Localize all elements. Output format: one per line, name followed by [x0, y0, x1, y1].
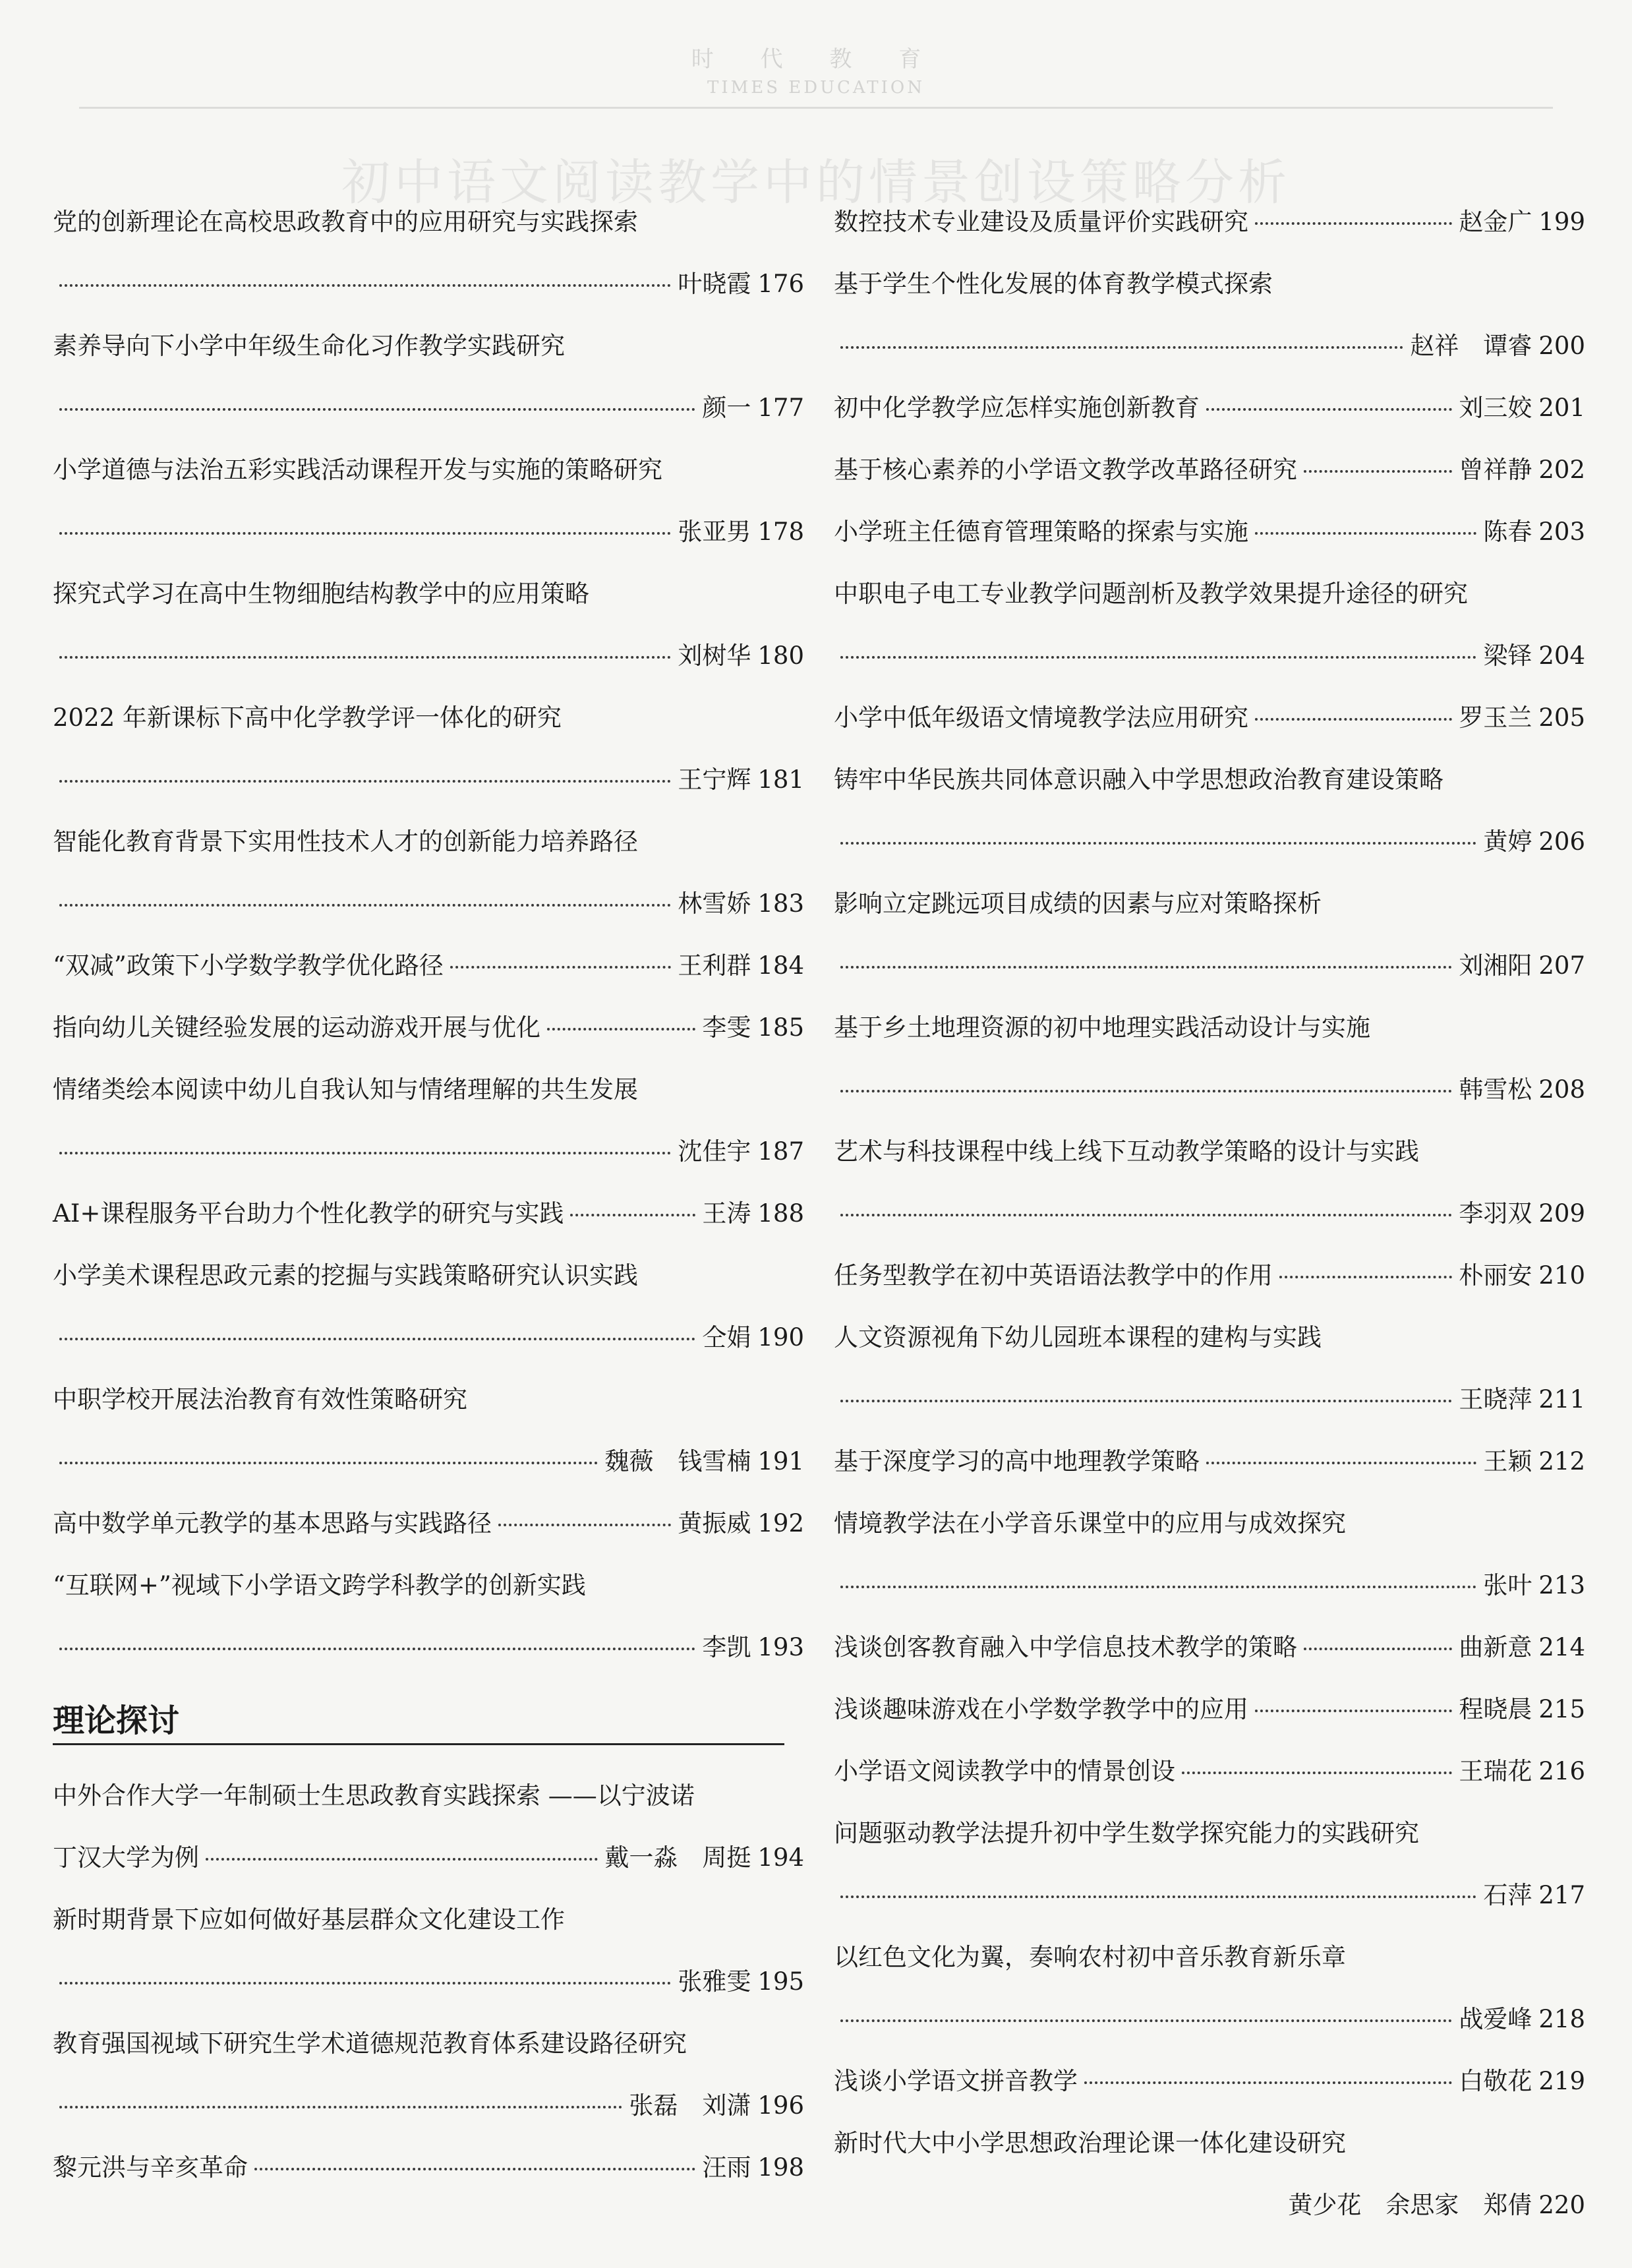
dot-leader	[1255, 718, 1452, 721]
entry-author: 黄振威	[678, 1509, 751, 1537]
entry-title: 情境教学法在小学音乐课堂中的应用与成效探究	[834, 1509, 1346, 1537]
entry-page: 207	[1538, 951, 1585, 980]
toc-entry[interactable]	[53, 1385, 804, 1477]
entry-author: 黄少花 余思家 郑倩	[1288, 2191, 1532, 2219]
entry-page: 187	[757, 1137, 804, 1166]
toc-entry[interactable]	[834, 889, 1585, 981]
entry-author: 朴丽安	[1459, 1261, 1532, 1290]
entry-page: 220	[1538, 2191, 1585, 2219]
dot-leader	[59, 904, 671, 907]
entry-title: 基于深度学习的高中地理教学策略	[834, 1447, 1200, 1476]
entry-title: 小学班主任德育管理策略的探索与实施	[834, 518, 1248, 546]
section-heading	[53, 1701, 804, 1745]
entry-page: 185	[757, 1013, 804, 1042]
entry-author: 戴一淼 周挺	[604, 1843, 751, 1872]
toc-list-left	[53, 207, 804, 1663]
entry-title: 浅谈创客教育融入中学信息技术教学的策略	[834, 1633, 1297, 1661]
toc-entry[interactable]	[834, 1261, 1585, 1291]
entry-author: 张叶	[1483, 1571, 1532, 1599]
entry-page: 211	[1538, 1385, 1585, 1414]
toc-entry[interactable]	[53, 827, 804, 919]
entry-title: 中职电子电工专业教学问题剖析及教学效果提升途径的研究	[834, 580, 1468, 608]
dot-leader	[1255, 532, 1476, 535]
toc-entry[interactable]	[53, 1261, 804, 1353]
entry-page: 178	[757, 518, 804, 546]
dot-leader	[840, 1895, 1476, 1898]
dot-leader	[59, 2106, 622, 2108]
entry-author: 刘三姣	[1459, 394, 1532, 422]
entry-author: 李凯	[702, 1633, 751, 1661]
entry-page: 196	[757, 2091, 804, 2120]
entry-page: 194	[757, 1843, 804, 1872]
entry-page: 209	[1538, 1199, 1585, 1228]
toc-list-left-section	[53, 1781, 804, 2183]
entry-author: 叶晓霞	[678, 270, 751, 298]
toc-entry[interactable]	[834, 765, 1585, 857]
entry-title: 影响立定跳远项目成绩的因素与应对策略探析	[834, 889, 1322, 918]
entry-page: 208	[1538, 1075, 1585, 1104]
entry-author: 张磊 刘潇	[629, 2091, 751, 2120]
entry-page: 176	[757, 270, 804, 298]
dot-leader	[1206, 408, 1452, 411]
entry-title: 素养导向下小学中年级生命化习作教学实践研究	[53, 332, 565, 360]
entry-title: 初中化学教学应怎样实施创新教育	[834, 394, 1200, 422]
section-title: 理论探讨	[53, 1701, 784, 1745]
entry-page: 191	[757, 1447, 804, 1476]
dot-leader	[1084, 2081, 1452, 2084]
entry-title: 铸牢中华民族共同体意识融入中学思想政治教育建设策略	[834, 765, 1443, 794]
toc-right-column	[834, 207, 1585, 2252]
entry-author: 赵祥 谭睿	[1410, 332, 1532, 360]
toc-entry[interactable]	[834, 579, 1585, 671]
toc-entry[interactable]	[834, 1694, 1585, 1725]
dot-leader	[59, 656, 671, 659]
entry-page: 192	[757, 1509, 804, 1537]
entry-page: 203	[1538, 518, 1585, 546]
toc-entry[interactable]	[834, 455, 1585, 485]
entry-title: 智能化教育背景下实用性技术人才的创新能力培养路径	[53, 827, 638, 856]
toc-entry[interactable]	[834, 1508, 1585, 1601]
entry-title: 小学中低年级语文情境教学法应用研究	[834, 703, 1248, 732]
entry-title: 新时代大中小学思想政治理论课一体化建设研究	[834, 2129, 1346, 2157]
entry-author: 王涛	[702, 1199, 751, 1228]
entry-title-continued: 丁汉大学为例	[53, 1843, 199, 1872]
entry-title: 2022 年新课标下高中化学教学评一体化的研究	[53, 703, 562, 732]
bleed-through-title: 初中语文阅读教学中的情景创设策略分析	[341, 154, 1291, 211]
dot-leader	[840, 1214, 1452, 1216]
entry-author: 战爱峰	[1459, 2005, 1532, 2033]
dot-leader	[840, 966, 1452, 969]
entry-page: 201	[1538, 394, 1585, 422]
entry-page: 199	[1538, 208, 1585, 236]
toc-left-column	[53, 207, 804, 2215]
toc-list-right	[834, 207, 1585, 2221]
entry-title: 基于核心素养的小学语文教学改革路径研究	[834, 456, 1297, 484]
entry-title: 指向幼儿关键经验发展的运动游戏开展与优化	[53, 1013, 540, 1042]
entry-title: 基于乡土地理资源的初中地理实践活动设计与实施	[834, 1013, 1370, 1042]
entry-author: 曲新意	[1459, 1633, 1532, 1661]
entry-page: 206	[1538, 827, 1585, 856]
toc-entry[interactable]	[834, 207, 1585, 237]
dot-leader	[547, 1028, 695, 1030]
entry-author: 赵金广	[1459, 208, 1532, 236]
entry-author: 王瑞花	[1459, 1757, 1532, 1785]
dot-leader	[840, 2019, 1452, 2022]
toc-entry[interactable]	[53, 1508, 804, 1539]
dot-leader	[1206, 1462, 1476, 1464]
dot-leader	[1279, 1276, 1452, 1278]
toc-entry[interactable]	[53, 579, 804, 671]
entry-title: 黎元洪与辛亥革命	[53, 2153, 248, 2182]
dot-leader	[840, 656, 1476, 659]
toc-entry[interactable]	[53, 2153, 804, 2183]
dot-leader	[840, 1400, 1452, 1402]
dot-leader	[1304, 470, 1452, 473]
entry-page: 212	[1538, 1447, 1585, 1476]
entry-title: 中外合作大学一年制硕士生思政教育实践探索 ——以宁波诺	[53, 1781, 695, 1810]
dot-leader	[59, 1648, 695, 1650]
entry-title: 数控技术专业建设及质量评价实践研究	[834, 208, 1248, 236]
entry-page: 180	[757, 642, 804, 670]
entry-author: 魏薇 钱雪楠	[604, 1447, 751, 1476]
entry-author: 王颖	[1483, 1447, 1532, 1476]
toc-entry[interactable]	[834, 393, 1585, 423]
entry-page: 200	[1538, 332, 1585, 360]
entry-author: 石萍	[1483, 1881, 1532, 1909]
entry-author: 王利群	[678, 951, 751, 980]
entry-page: 205	[1538, 703, 1585, 732]
dot-leader	[840, 346, 1403, 349]
dot-leader	[570, 1214, 695, 1216]
entry-title: 浅谈趣味游戏在小学数学教学中的应用	[834, 1695, 1248, 1723]
toc-entry[interactable]	[53, 1905, 804, 1997]
entry-author: 沈佳宇	[678, 1137, 751, 1166]
toc-entry[interactable]	[834, 1137, 1585, 1229]
toc-entry[interactable]	[834, 703, 1585, 733]
toc-entry[interactable]	[834, 517, 1585, 547]
entry-title: 浅谈小学语文拼音教学	[834, 2067, 1078, 2095]
dot-leader	[450, 966, 672, 969]
dot-leader	[59, 1338, 695, 1340]
entry-author: 程晓晨	[1459, 1695, 1532, 1723]
toc-entry[interactable]	[834, 1942, 1585, 2035]
entry-page: 215	[1538, 1695, 1585, 1723]
entry-page: 181	[757, 765, 804, 794]
entry-page: 214	[1538, 1633, 1585, 1661]
entry-page: 183	[757, 889, 804, 918]
toc-entry[interactable]	[53, 1570, 804, 1663]
page-header	[0, 0, 1632, 211]
toc-entry[interactable]	[834, 1323, 1585, 1415]
dot-leader	[59, 780, 671, 783]
toc-entry[interactable]	[53, 207, 804, 299]
entry-author: 白敬花	[1459, 2067, 1532, 2095]
entry-author: 曾祥静	[1459, 456, 1532, 484]
entry-author: 王晓萍	[1459, 1385, 1532, 1414]
entry-author: 汪雨	[702, 2153, 751, 2182]
entry-page: 184	[757, 951, 804, 980]
toc-entry[interactable]	[53, 455, 804, 547]
toc-entry[interactable]	[53, 1013, 804, 1043]
dot-leader	[1304, 1648, 1452, 1650]
entry-title: 新时期背景下应如何做好基层群众文化建设工作	[53, 1905, 565, 1934]
toc-entry[interactable]	[834, 1447, 1585, 1477]
entry-author: 刘湘阳	[1459, 951, 1532, 980]
entry-author: 陈春	[1483, 518, 1532, 546]
entry-page: 177	[757, 394, 804, 422]
entry-title: 艺术与科技课程中线上线下互动教学策略的设计与实践	[834, 1137, 1419, 1166]
entry-author: 王宁辉	[678, 765, 751, 794]
toc-entry[interactable]	[53, 951, 804, 981]
entry-title: “双减”政策下小学数学教学优化路径	[53, 951, 444, 980]
entry-title: 高中数学单元教学的基本思路与实践路径	[53, 1509, 492, 1537]
entry-author: 罗玉兰	[1459, 703, 1532, 732]
entry-author: 张雅雯	[678, 1967, 751, 1996]
toc-entry[interactable]	[834, 2066, 1585, 2097]
dot-leader	[59, 1152, 671, 1154]
toc-entry[interactable]	[834, 269, 1585, 361]
toc-entry[interactable]	[53, 703, 804, 795]
entry-author: 仝娟	[702, 1323, 751, 1352]
dot-leader	[1255, 1710, 1452, 1712]
dot-leader	[59, 408, 695, 411]
toc-entry[interactable]	[53, 2029, 804, 2121]
entry-title: 小学语文阅读教学中的情景创设	[834, 1757, 1175, 1785]
entry-author: 黄婷	[1483, 827, 1532, 856]
toc-entry[interactable]	[53, 1781, 804, 1873]
dot-leader	[1182, 1772, 1452, 1774]
entry-page: 219	[1538, 2067, 1585, 2095]
toc-entry[interactable]	[834, 1013, 1585, 1105]
journal-subtitle: TIMES EDUCATION	[707, 78, 925, 98]
dot-leader	[59, 1462, 598, 1464]
toc-entry[interactable]	[834, 1818, 1585, 1911]
toc-entry[interactable]	[834, 2128, 1585, 2221]
entry-title: 中职学校开展法治教育有效性策略研究	[53, 1385, 467, 1414]
entry-page: 195	[757, 1967, 804, 1996]
entry-page: 210	[1538, 1261, 1585, 1290]
entry-author: 刘树华	[678, 642, 751, 670]
entry-page: 213	[1538, 1571, 1585, 1599]
dot-leader	[254, 2168, 695, 2170]
entry-page: 204	[1538, 642, 1585, 670]
entry-page: 218	[1538, 2005, 1585, 2033]
entry-author: 李雯	[702, 1013, 751, 1042]
toc-entry[interactable]	[834, 1756, 1585, 1787]
dot-leader	[59, 284, 671, 287]
header-rule	[79, 107, 1553, 109]
entry-page: 217	[1538, 1881, 1585, 1909]
dot-leader	[59, 532, 671, 535]
entry-title: 以红色文化为翼，奏响农村初中音乐教育新乐章	[834, 1943, 1346, 1971]
toc-entry[interactable]	[834, 1632, 1585, 1663]
entry-author: 张亚男	[678, 518, 751, 546]
entry-page: 188	[757, 1199, 804, 1228]
toc-entry[interactable]	[53, 1199, 804, 1229]
entry-author: 林雪娇	[678, 889, 751, 918]
entry-page: 193	[757, 1633, 804, 1661]
entry-title: 问题驱动教学法提升初中学生数学探究能力的实践研究	[834, 1819, 1419, 1847]
entry-title: 探究式学习在高中生物细胞结构教学中的应用策略	[53, 580, 589, 608]
entry-page: 216	[1538, 1757, 1585, 1785]
entry-title: 任务型教学在初中英语语法教学中的作用	[834, 1261, 1273, 1290]
entry-title: 小学美术课程思政元素的挖掘与实践策略研究认识实践	[53, 1261, 638, 1290]
journal-name: 时 代 教 育	[691, 46, 941, 73]
entry-title: 情绪类绘本阅读中幼儿自我认知与情绪理解的共生发展	[53, 1075, 638, 1104]
entry-title: “互联网+”视域下小学语文跨学科教学的创新实践	[53, 1571, 586, 1599]
entry-title: 教育强国视域下研究生学术道德规范教育体系建设路径研究	[53, 2029, 687, 2058]
entry-title: 基于学生个性化发展的体育教学模式探索	[834, 270, 1273, 298]
entry-title: 小学道德与法治五彩实践活动课程开发与实施的策略研究	[53, 456, 662, 484]
entry-page: 202	[1538, 456, 1585, 484]
toc-entry[interactable]	[53, 331, 804, 423]
toc-entry[interactable]	[53, 1075, 804, 1167]
entry-author: 李羽双	[1459, 1199, 1532, 1228]
dot-leader	[59, 1982, 671, 1984]
dot-leader	[840, 1586, 1476, 1588]
entry-page: 190	[757, 1323, 804, 1352]
entry-title: 人文资源视角下幼儿园班本课程的建构与实践	[834, 1323, 1322, 1352]
dot-leader	[1255, 222, 1452, 225]
dot-leader	[840, 1090, 1452, 1092]
entry-author: 韩雪松	[1459, 1075, 1532, 1104]
dot-leader	[840, 842, 1476, 845]
entry-page: 198	[757, 2153, 804, 2182]
dot-leader	[206, 1858, 598, 1861]
entry-author: 颜一	[702, 394, 751, 422]
entry-author: 梁铎	[1483, 642, 1532, 670]
entry-title: AI+课程服务平台助力个性化教学的研究与实践	[53, 1199, 564, 1228]
entry-title: 党的创新理论在高校思政教育中的应用研究与实践探索	[53, 208, 638, 236]
dot-leader	[498, 1524, 671, 1526]
